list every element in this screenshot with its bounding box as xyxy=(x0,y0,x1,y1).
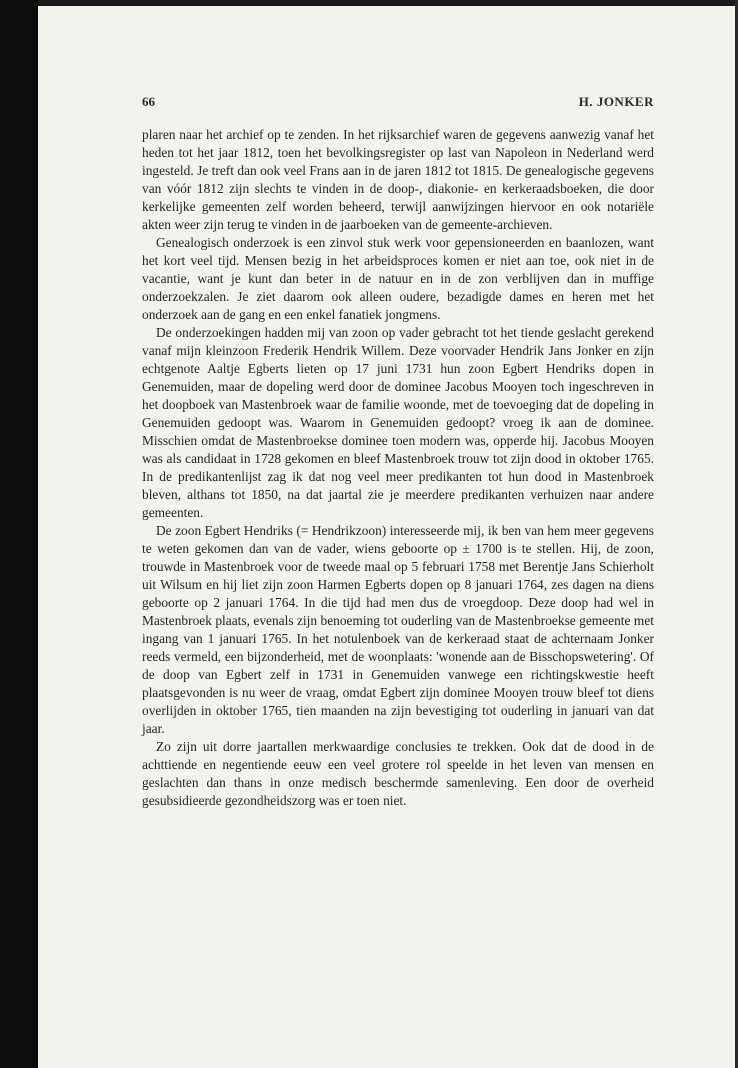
page-number: 66 xyxy=(142,94,155,109)
page-header xyxy=(142,94,654,112)
paragraph-archive-records: plaren naar het archief op te zenden. In het rijksarchief waren de gegevens aanwezig vanaf het heden tot het jaar 1812, toen het bevolkingsregister op last van Napoleon in Nederland werd ingesteld. Je treft dan ook veel Frans aan in de jaren 1812 tot 1815. De genealogische gegevens van vóór 1812 zijn slechts te vinden in de doop-, diakonie- en kerkeraadsboeken, die door kerkelijke gemeenten zelf worden beheerd, terwijl aanwijzingen hiervoor en ook notariële akten weer zijn terug te vinden in de jaarboeken van de gemeente-archieven. xyxy=(142,127,654,232)
scan-border-left xyxy=(0,0,38,1068)
paragraph-ancestry-findings: De onderzoekingen hadden mij van zoon op vader gebracht tot het tiende geslacht gerekend vanaf mijn kleinzoon Frederik Hendrik Willem. Deze voorvader Hendrik Jans Jonker en zijn echtgenote Aaltje Egberts lieten op 17 juni 1731 hun zoon Egbert Hendriks dopen in Genemuiden, maar de dopeling werd door de dominee Jacobus Mooyen toch ingeschreven in het doopboek van Mastenbroek waar de familie woonde, met de toevoeging dat de dopeling in Genemuiden gedoopt was. Waarom in Genemuiden gedoopt? vroeg ik aan de dominee. Misschien omdat de Mastenbroekse dominee toen modern was, opperde hij. Jacobus Mooyen was als candidaat in 1728 gekomen en bleef Mastenbroek trouw tot zijn dood in oktober 1765. In de predikantenlijst zag ik dat nog veel meer predikanten tot hun dood in Mastenbroek bleven, althans tot 1850, na dat jaartal zie je meerdere predikanten verhuizen naar andere gemeenten. xyxy=(142,325,654,520)
running-head-author: H. JONKER xyxy=(578,94,654,109)
paragraph-conclusions: Zo zijn uit dorre jaartallen merkwaardige conclusies te trekken. Ook dat de dood in de achttiende en negentiende eeuw een veel grotere rol speelde in het leven van mensen en geslachten dan thans in onze medisch beschermde samenleving. Een door de overheid gesubsidieerde gezondheidszorg was er toen niet. xyxy=(142,739,654,808)
paragraph-egbert-hendriks: De zoon Egbert Hendriks (= Hendrikzoon) interesseerde mij, ik ben van hem meer gegevens te weten gekomen dan van de vader, wiens geboorte op ± 1700 is te stellen. Hij, de zoon, trouwde in Mastenbroek voor de tweede maal op 5 februari 1758 met Berentje Jans Schierholt uit Wilsum en hij liet zijn zoon Harmen Egberts dopen op 8 januari 1764, zes dagen na diens geboorte op 2 januari 1764. In die tijd had men dus de vroegdoop. Deze doop had wel in Mastenbroek plaats, evenals zijn benoeming tot ouderling van de Mastenbroekse gemeente met ingang van 1 januari 1765. In het notulenboek van de kerkeraad staat de achternaam Jonker reeds vermeld, een bijzonderheid, met de woonplaats: 'wonende aan de Bisschopswetering'. Of de doop van Egbert zelf in 1731 in Genemuiden vanwege een richtingskwestie heeft plaatsgevonden is nu weer de vraag, omdat Egbert zijn dominee Mooyen trouw bleef tot diens overlijden in oktober 1765, tien maanden na zijn bevestiging tot ouderling in januari van dat jaar. xyxy=(142,523,654,736)
paragraph-genealogy-research: Genealogisch onderzoek is een zinvol stuk werk voor gepensioneerden en baanlozen, want het kort veel tijd. Mensen bezig in het arbeidsproces komen er niet aan toe, ook niet in de vacantie, want je kunt dan beter in de natuur en in de zon verblijven dan in muffige onderzoekzalen. Je ziet daarom ook alleen oudere, bezadigde dames en heren met het onderzoek aan de gang en een enkel fanatiek jongmens. xyxy=(142,235,654,322)
body-text xyxy=(142,126,654,810)
